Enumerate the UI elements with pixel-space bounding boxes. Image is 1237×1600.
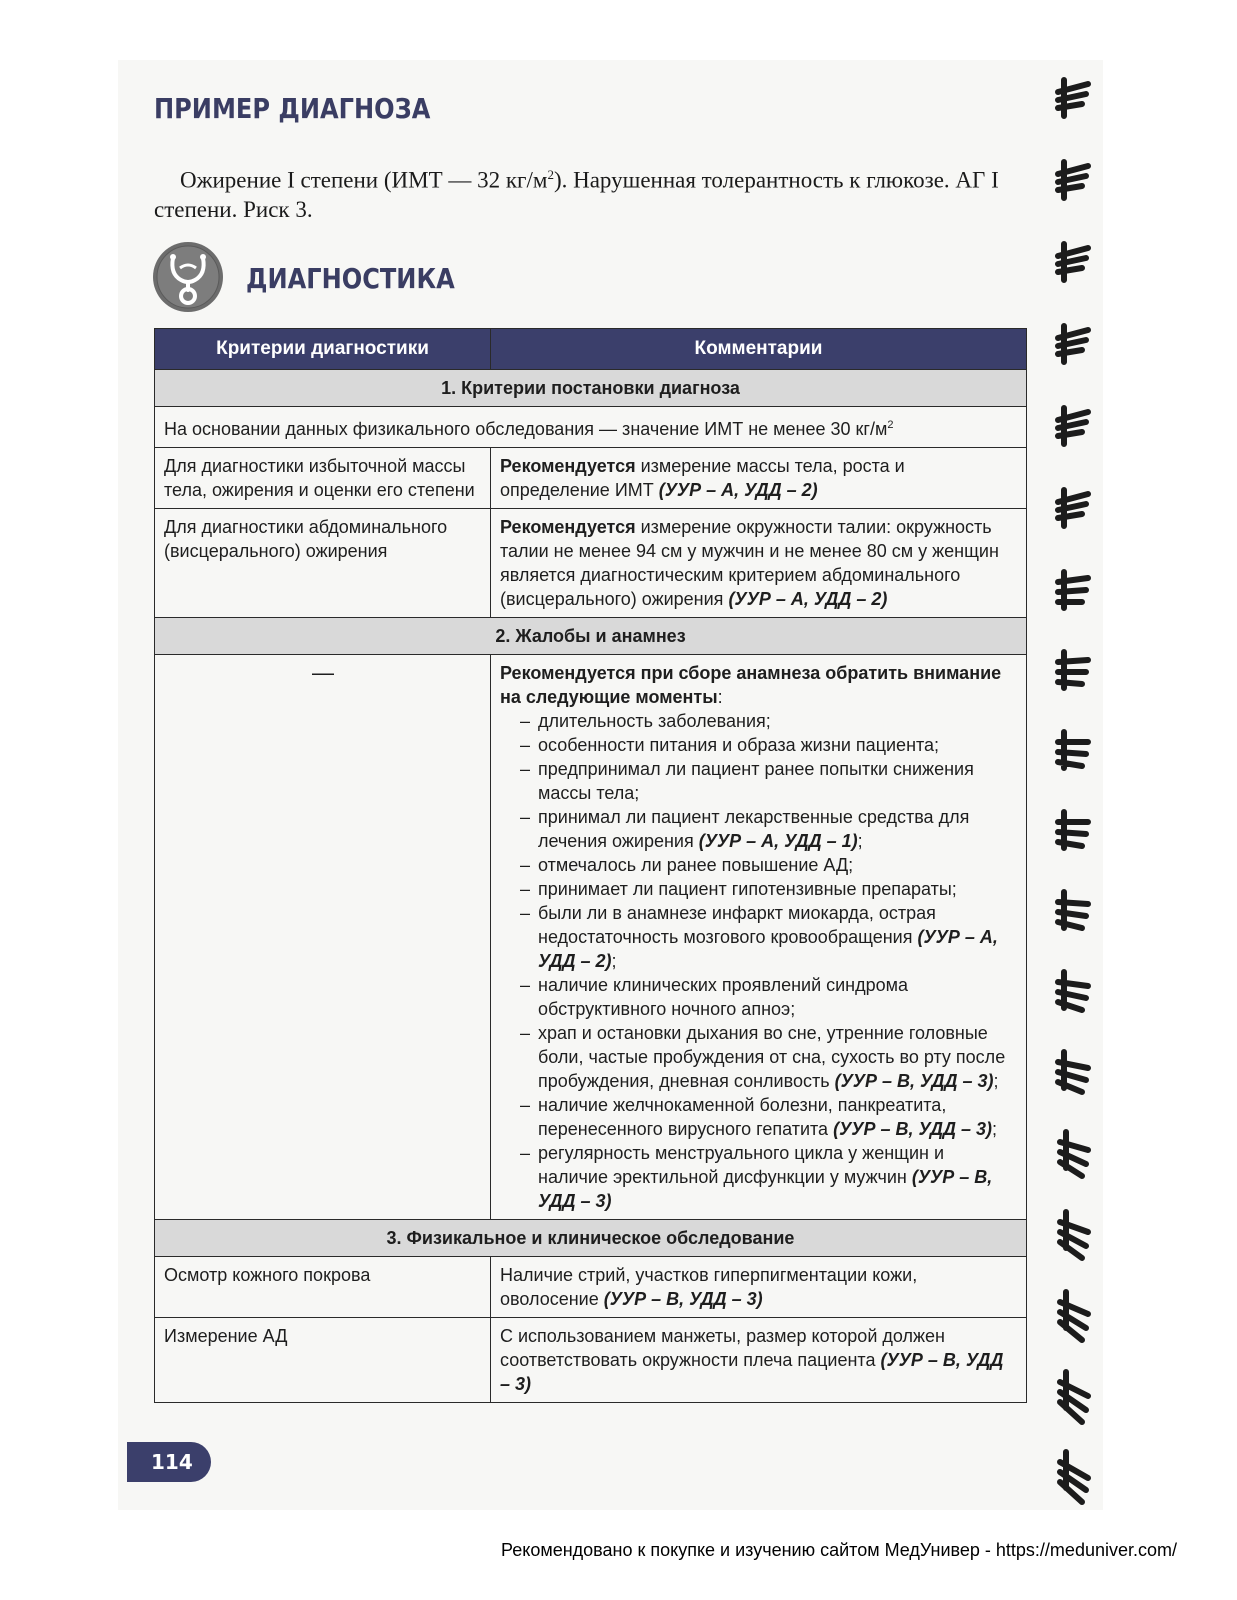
table-row xyxy=(155,1318,1027,1403)
comment-cell xyxy=(491,509,1027,618)
item-text: особенности питания и образа жизни пациента; xyxy=(538,735,940,755)
list-item xyxy=(520,709,1018,733)
band-label: 1. Критерии постановки диагноза xyxy=(155,370,1027,407)
comment-cell xyxy=(491,655,1027,1220)
table-row xyxy=(155,407,1027,448)
section-band xyxy=(155,618,1027,655)
item-text: принимал ли пациент лекарственные средства для лечения ожирения xyxy=(538,807,970,851)
diagnostics-table xyxy=(154,328,1027,1403)
item-text: длительность заболевания; xyxy=(538,711,771,731)
list-item xyxy=(520,733,1018,757)
intro-colon: : xyxy=(717,687,723,707)
stethoscope-icon xyxy=(151,240,225,314)
spiral-rings xyxy=(1052,70,1098,1510)
comment-text: Наличие стрий, участков гиперпигментации кожи, оволосение xyxy=(500,1265,918,1309)
item-text: отмечалось ли ранее повышение АД; xyxy=(538,855,854,875)
diagnosis-text-2: ). Нарушенная толерантность к глюкозе. АГ I степени. Риск 3. xyxy=(154,167,999,222)
recommend-label: Рекомендуется xyxy=(500,517,636,537)
evidence-level: (УУР – В, УДД – 3) xyxy=(538,1167,993,1211)
item-text: были ли в анамнезе инфаркт миокарда, острая недостаточность мозгового кровообращения xyxy=(538,903,936,947)
criteria-cell: Для диагностики избыточной массы тела, ожирения и оценки его степени xyxy=(155,448,491,509)
recommend-label: Рекомендуется xyxy=(500,456,636,476)
section-title: ДИАГНОСТИКА xyxy=(246,262,455,295)
page-title: ПРИМЕР ДИАГНОЗА xyxy=(154,92,431,125)
list-item xyxy=(520,1021,1018,1093)
anamnesis-intro xyxy=(500,661,1018,709)
table-row xyxy=(155,448,1027,509)
comment-text: С использованием манжеты, размер которой должен соответствовать окружности плеча пациента xyxy=(500,1326,945,1370)
list-item xyxy=(520,757,1018,805)
band-label: 2. Жалобы и анамнез xyxy=(155,618,1027,655)
item-tail: ; xyxy=(992,1119,998,1139)
evidence-level: (УУР – В, УДД – 3) xyxy=(500,1350,1004,1394)
table-row xyxy=(155,655,1027,1220)
table-row xyxy=(155,509,1027,618)
recommend-label: Рекомендуется при сборе анамнеза обратить внимание на следующие моменты xyxy=(500,663,1002,707)
list-item xyxy=(520,1093,1018,1141)
header-comments: Комментарии xyxy=(491,329,1027,370)
comment-cell xyxy=(491,1257,1027,1318)
diagnosis-text-1: Ожирение I степени (ИМТ — 32 кг/м xyxy=(180,167,548,193)
item-text: принимает ли пациент гипотензивные препараты; xyxy=(538,879,957,899)
item-text: наличие желчнокаменной болезни, панкреатита, перенесенного вирусного гепатита xyxy=(538,1095,947,1139)
comment-text: измерение окружности талии: окружность талии не менее 94 см у мужчин и не менее 80 см у женщин является диагностическим критерием абдоминального (висцерального) ожирения xyxy=(500,517,999,609)
item-text: наличие клинических проявлений синдрома обструктивного ночного апноэ; xyxy=(538,975,909,1019)
comment-text: измерение массы тела, роста и определение ИМТ xyxy=(500,456,905,500)
list-item xyxy=(520,1141,1018,1213)
evidence-level: (УУР – В, УДД – 3) xyxy=(833,1119,992,1139)
diagnosis-sup: 2 xyxy=(547,167,554,182)
table-row xyxy=(155,1257,1027,1318)
footer-link[interactable]: Рекомендовано к покупке и изучению сайтом МедУнивер - https://meduniver.com/ xyxy=(501,1540,1177,1560)
comment-cell xyxy=(491,1318,1027,1403)
evidence-level: (УУР – В, УДД – 3) xyxy=(603,1289,763,1309)
list-item xyxy=(520,853,1018,877)
criteria-cell: Измерение АД xyxy=(155,1318,491,1403)
evidence-level: (УУР – В, УДД – 3) xyxy=(834,1071,994,1091)
evidence-level: (УУР – А, УДД – 2) xyxy=(728,589,888,609)
item-tail: ; xyxy=(611,951,617,971)
section-band xyxy=(155,370,1027,407)
band-label: 3. Физикальное и клиническое обследование xyxy=(155,1220,1027,1257)
item-tail: ; xyxy=(993,1071,999,1091)
full-row-sup: 2 xyxy=(887,419,894,431)
item-text: храп и остановки дыхания во сне, утренние головные боли, частые пробуждения от сна, сухость во рту после пробуждения, дневная сонливость xyxy=(538,1023,1006,1091)
section-band xyxy=(155,1220,1027,1257)
anamnesis-list xyxy=(500,709,1018,1213)
header-criteria: Критерии диагностики xyxy=(155,329,491,370)
list-item xyxy=(520,877,1018,901)
page-number: 114 xyxy=(127,1442,211,1482)
item-text: предпринимал ли пациент ранее попытки снижения массы тела; xyxy=(538,759,974,803)
full-row-text: На основании данных физикального обследования — значение ИМТ не менее 30 кг/м xyxy=(164,419,888,439)
full-row-cell xyxy=(155,407,1027,448)
list-item xyxy=(520,901,1018,973)
list-item xyxy=(520,805,1018,853)
comment-cell xyxy=(491,448,1027,509)
list-item xyxy=(520,973,1018,1021)
spiral-binding xyxy=(1052,70,1098,1510)
criteria-cell: Для диагностики абдоминального (висцерального) ожирения xyxy=(155,509,491,618)
item-tail: ; xyxy=(857,831,863,851)
table-header-row xyxy=(155,329,1027,370)
criteria-cell: — xyxy=(155,655,491,1220)
evidence-level: (УУР – А, УДД – 2) xyxy=(538,927,998,971)
item-text: регулярность менструального цикла у женщин и наличие эректильной дисфункции у мужчин xyxy=(538,1143,945,1187)
diagnosis-example xyxy=(154,160,1034,224)
criteria-cell: Осмотр кожного покрова xyxy=(155,1257,491,1318)
evidence-level: (УУР – А, УДД – 2) xyxy=(658,480,818,500)
evidence-level: (УУР – А, УДД – 1) xyxy=(698,831,858,851)
